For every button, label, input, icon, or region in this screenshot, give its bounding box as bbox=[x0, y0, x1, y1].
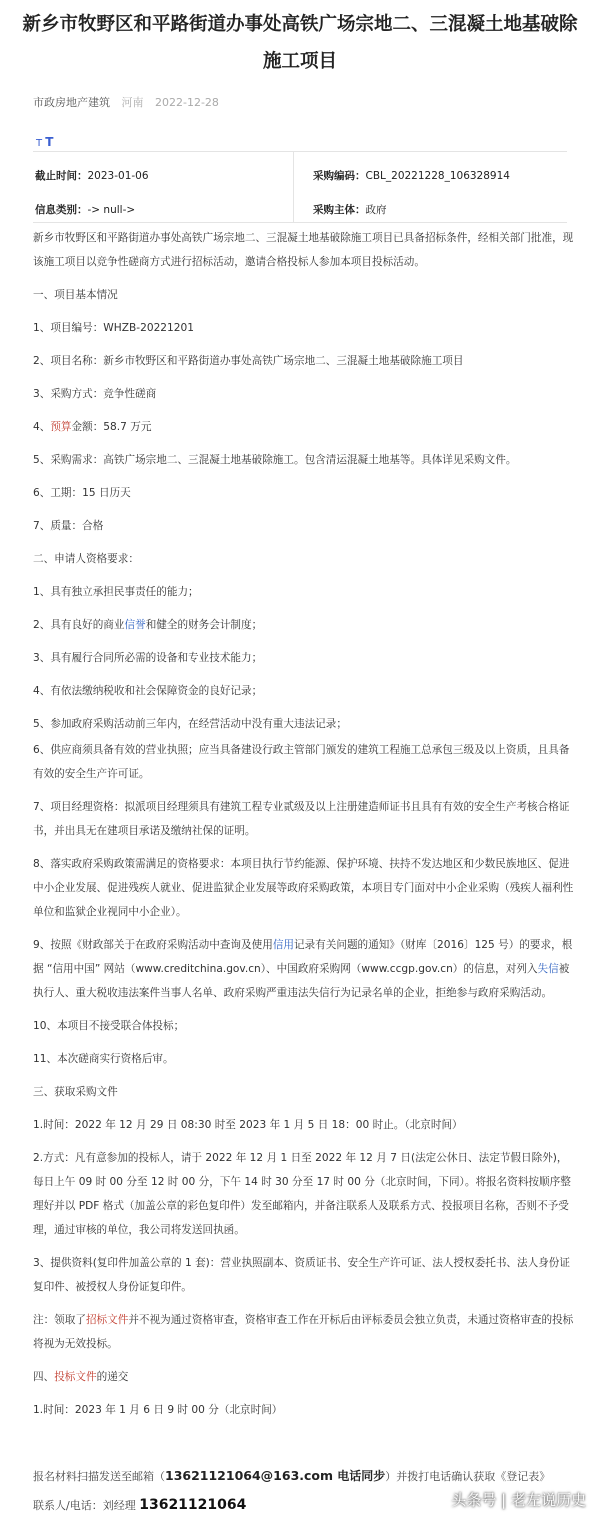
credit-record-link[interactable]: 信用 bbox=[272, 939, 294, 951]
q2-suffix: 和健全的财务会计制度； bbox=[145, 619, 263, 631]
s4-prefix: 四、 bbox=[33, 1371, 55, 1383]
meta-region: 河南 bbox=[121, 96, 144, 109]
category-cell bbox=[35, 202, 135, 217]
section-heading-4 bbox=[33, 1365, 578, 1389]
contact-phone[interactable]: 13621121064 bbox=[139, 1497, 247, 1513]
font-size-toggle bbox=[36, 135, 53, 149]
note-suffix: 并不视为通过资格审查，资格审查工作在开标后由评标委员会独立负责，未通过资格审查的投标将视为无效投标。 bbox=[33, 1314, 574, 1350]
category-label: 信息类别： bbox=[35, 204, 88, 216]
category-value: -> null-> bbox=[87, 204, 136, 216]
q9-part-b: 记录有关问题的通知》（财库〔2016〕125 号）的要求，根据 “信用中国” 网站（www.creditchina.gov.cn）、中国政府采购网（www.ccgp.gov.cn）的信息，对列入 bbox=[33, 939, 573, 975]
qualification-2 bbox=[33, 613, 578, 637]
qualification-10: 10、本项目不接受联合体投标； bbox=[33, 1020, 185, 1032]
email-line bbox=[33, 1467, 550, 1484]
qualification-11: 11、本次磋商实行资格后审。 bbox=[33, 1053, 174, 1065]
intro-paragraph: 新乡市牧野区和平路街道办事处高铁广场宗地二、三混凝土地基破除施工项目已具备招标条件，经相关部门批准，现该施工项目以竞争性磋商方式进行招标活动，邀请合格投标人参加本项目投标活动。 bbox=[33, 232, 574, 268]
meta-date: 2022-12-28 bbox=[155, 96, 219, 109]
q9-part-a: 9、按照《财政部关于在政府采购活动中查询及使用 bbox=[33, 939, 273, 951]
qualification-8: 8、落实政府采购政策需满足的资格要求：本项目执行节约能源、保护环境、扶持不发达地区和少数民族地区、促进中小企业发展、促进残疾人就业、促进监狱企业发展等政府采购政策，本项目专门面对中小企业采购（残疾人福利性单位和监狱企业视同中小企业）。 bbox=[33, 858, 574, 918]
phone-sync-note: 电话同步 bbox=[333, 1469, 386, 1483]
article-meta bbox=[33, 94, 219, 110]
item-quality: 7、质量：合格 bbox=[33, 520, 104, 532]
section-heading-1: 一、项目基本情况 bbox=[33, 289, 118, 301]
item-budget bbox=[33, 415, 578, 439]
item-requirements: 5、采购需求：高铁广场宗地二、三混凝土地基破除施工。包含清运混凝土地基等。具体详见采购文件。 bbox=[33, 454, 517, 466]
contact-label: 联系人/电话： bbox=[33, 1499, 103, 1512]
subject-label: 采购主体： bbox=[313, 204, 366, 216]
item-procurement-method: 3、采购方式：竞争性磋商 bbox=[33, 388, 157, 400]
email-suffix: ）并拨打电话确认获取《登记表》 bbox=[385, 1470, 551, 1483]
code-cell bbox=[313, 168, 510, 183]
contact-name: 刘经理 bbox=[102, 1499, 136, 1512]
item-duration: 6、工期：15 日历天 bbox=[33, 487, 131, 499]
section-heading-2: 二、申请人资格要求： bbox=[33, 553, 139, 565]
page-title: 新乡市牧野区和平路街道办事处高铁广场宗地二、三混凝土地基破除施工项目 bbox=[22, 14, 578, 72]
qualification-9 bbox=[33, 933, 578, 1005]
contact-line bbox=[33, 1497, 246, 1513]
deadline-value: 2023-01-06 bbox=[87, 170, 149, 182]
code-label: 采购编码： bbox=[313, 170, 366, 182]
watermark: 头条号 | 老左说历史 bbox=[451, 1491, 586, 1509]
code-value: CBL_20221228_106328914 bbox=[365, 170, 510, 182]
font-large-button[interactable]: T bbox=[45, 135, 54, 149]
bid-docs-link[interactable]: 投标文件 bbox=[54, 1371, 97, 1383]
obtain-materials: 3、提供资料(复印件加盖公章的 1 套)：营业执照副本、资质证书、安全生产许可证、法人授权委托书、法人身份证复印件、被授权人身份证复印件。 bbox=[33, 1257, 570, 1293]
budget-link[interactable]: 预算 bbox=[50, 421, 72, 433]
info-table bbox=[33, 151, 567, 223]
q2-prefix: 2、具有良好的商业 bbox=[33, 619, 125, 631]
qualification-5: 5、参加政府采购活动前三年内，在经营活动中没有重大违法记录； bbox=[33, 718, 347, 730]
budget-prefix: 4、 bbox=[33, 421, 51, 433]
q9-part-c: 被执行人、重大税收违法案件当事人名单、政府采购严重违法失信行为记录名单的企业，拒绝参与政府采购活动。 bbox=[33, 963, 570, 999]
font-small-button[interactable]: T bbox=[36, 138, 43, 149]
meta-source[interactable]: 市政房地产建筑 bbox=[33, 96, 110, 109]
dishonest-link[interactable]: 失信 bbox=[537, 963, 559, 975]
email-address[interactable]: 13621121064@163.com bbox=[165, 1468, 334, 1483]
deadline-cell bbox=[35, 168, 149, 183]
deadline-label: 截止时间： bbox=[35, 170, 88, 182]
obtain-method: 2.方式：凡有意参加的投标人，请于 2022 年 12 月 1 日至 2022 年 12 月 7 日(法定公休日、法定节假日除外)，每日上午 09 时 00 分至 12 时 00 分，下午 14 时 30 分至 17 时 00 分（北京时间，下同）。将报名资料按顺序整理好并以 PDF 格式（加盖公章的彩色复印件）发至邮箱内，并备注联系人及联系方式、投报项目名称，否则不予受理，通过审核的单位，我公司将发送回执函。 bbox=[33, 1152, 571, 1236]
article-body bbox=[33, 226, 578, 1422]
email-prefix: 报名材料扫描发送至邮箱（ bbox=[33, 1470, 165, 1483]
item-project-number: 1、项目编号：WHZB-20221201 bbox=[33, 322, 195, 334]
info-divider bbox=[293, 152, 294, 222]
submission-time: 1.时间：2023 年 1 月 6 日 9 时 00 分（北京时间） bbox=[33, 1404, 283, 1416]
qualification-3: 3、具有履行合同所必需的设备和专业技术能力； bbox=[33, 652, 263, 664]
obtain-time: 1.时间：2022 年 12 月 29 日 08:30 时至 2023 年 1 月 5 日 18：00 时止。（北京时间） bbox=[33, 1119, 463, 1131]
budget-amount: 金额：58.7 万元 bbox=[71, 421, 152, 433]
note-paragraph bbox=[33, 1308, 578, 1356]
qualification-7: 7、项目经理资格：拟派项目经理须具有建筑工程专业贰级及以上注册建造师证书且具有有效的安全生产考核合格证书，并出具无在建项目承诺及缴纳社保的证明。 bbox=[33, 801, 570, 837]
subject-value: 政府 bbox=[365, 204, 387, 216]
section-heading-3: 三、获取采购文件 bbox=[33, 1086, 118, 1098]
subject-cell bbox=[313, 202, 387, 217]
s4-suffix: 的递交 bbox=[96, 1371, 129, 1383]
qualification-4: 4、有依法缴纳税收和社会保障资金的良好记录； bbox=[33, 685, 263, 697]
note-prefix: 注：领取了 bbox=[33, 1314, 86, 1326]
qualification-6: 6、供应商须具备有效的营业执照；应当具备建设行政主管部门颁发的建筑工程施工总承包三级及以上资质，且具备有效的安全生产许可证。 bbox=[33, 744, 570, 780]
qualification-1: 1、具有独立承担民事责任的能力； bbox=[33, 586, 199, 598]
tender-docs-link[interactable]: 招标文件 bbox=[85, 1314, 129, 1326]
credit-link[interactable]: 信誉 bbox=[124, 619, 146, 631]
item-project-name: 2、项目名称：新乡市牧野区和平路街道办事处高铁广场宗地二、三混凝土地基破除施工项目 bbox=[33, 355, 464, 367]
